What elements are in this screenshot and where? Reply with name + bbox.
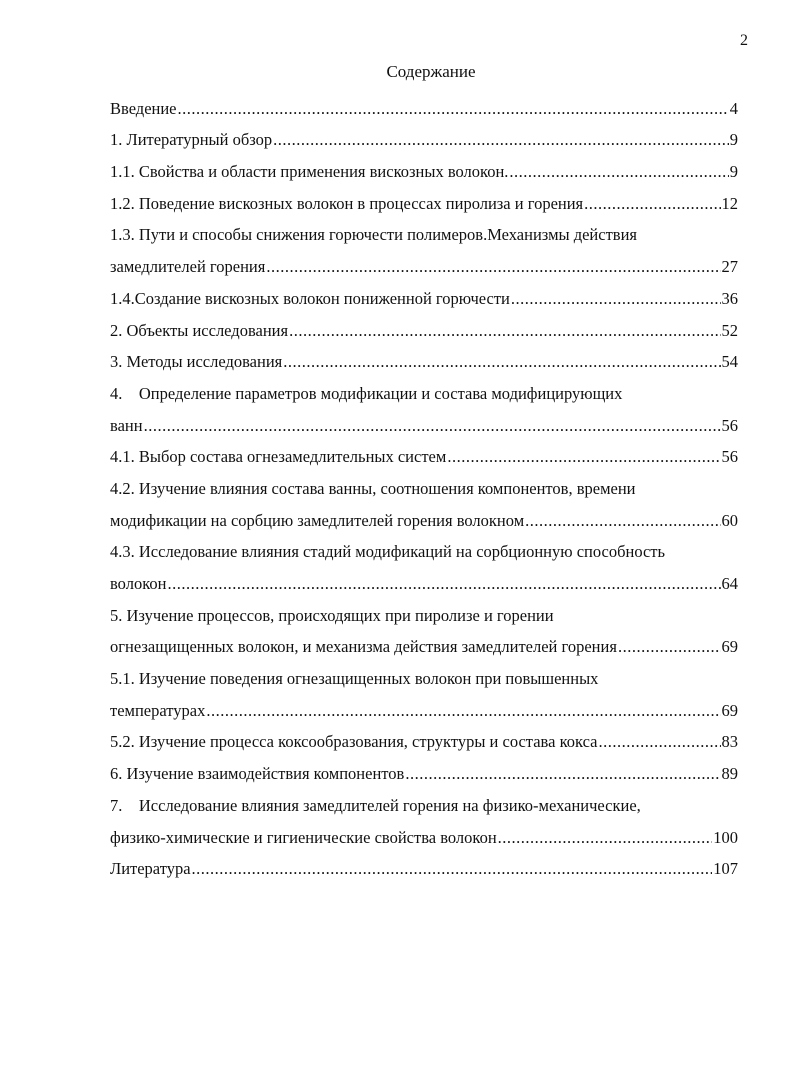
toc-entry-continued[interactable] <box>110 784 738 816</box>
toc-leader-dots <box>289 321 720 341</box>
toc-entry-text: 4.3. Исследование влияния стадий модификаций на сорбционную способность <box>110 542 666 562</box>
toc-entry[interactable] <box>110 816 738 848</box>
toc-entry-text: 5.2. Изучение процесса коксообразования, структуры и состава кокса <box>110 732 598 752</box>
toc-leader-dots <box>525 511 720 531</box>
toc-entry-continued[interactable] <box>110 531 738 563</box>
toc-entry[interactable] <box>110 245 738 277</box>
toc-entry[interactable] <box>110 752 738 784</box>
toc-entry-text: 6. Изучение взаимодействия компонентов <box>110 764 405 784</box>
toc-entry[interactable] <box>110 626 738 658</box>
toc-entry-text: 5.1. Изучение поведения огнезащищенных волокон при повышенных <box>110 669 599 689</box>
toc-entry-text: 1.3. Пути и способы снижения горючести полимеров.Механизмы действия <box>110 225 638 245</box>
page-number: 2 <box>740 32 748 49</box>
toc-entry-page: 60 <box>721 510 738 530</box>
toc-entry[interactable] <box>110 404 738 436</box>
toc-entry-text: 5. Изучение процессов, происходящих при пиролизе и горении <box>110 605 554 625</box>
toc-entry-text: 2. Объекты исследования <box>110 320 289 340</box>
toc-leader-dots <box>144 416 721 436</box>
toc-entry-text: замедлителей горения <box>110 257 266 277</box>
toc-entry[interactable] <box>110 150 738 182</box>
toc-entry-page: 36 <box>721 288 738 308</box>
toc-leader-dots <box>447 447 720 467</box>
toc-entry-text: температурах <box>110 700 206 720</box>
page-title: Содержание <box>386 62 476 81</box>
toc-entry-continued[interactable] <box>110 467 738 499</box>
toc-entry-page: 12 <box>721 193 738 213</box>
toc-leader-dots <box>584 194 720 214</box>
toc-leader-dots <box>618 637 721 657</box>
toc-leader-dots <box>266 257 720 277</box>
toc-entry[interactable] <box>110 848 738 880</box>
toc-entry-text: огнезащищенных волокон, и механизма действия замедлителей горения <box>110 637 617 657</box>
table-of-contents <box>110 87 738 879</box>
toc-entry[interactable] <box>110 341 738 373</box>
toc-entry-page: 54 <box>721 352 738 372</box>
toc-leader-dots <box>192 859 713 879</box>
toc-entry-page: 4 <box>729 98 738 118</box>
toc-leader-dots <box>273 130 729 150</box>
toc-entry-text: 4.2. Изучение влияния состава ванны, соотношения компонентов, времени <box>110 478 636 498</box>
toc-entry[interactable] <box>110 87 738 119</box>
toc-entry-page: 69 <box>721 637 738 657</box>
toc-entry-page: 107 <box>713 859 738 879</box>
toc-entry[interactable] <box>110 182 738 214</box>
toc-entry-text: волокон <box>110 574 167 593</box>
toc-entry-page: 27 <box>721 257 738 277</box>
toc-entry-continued[interactable] <box>110 657 738 689</box>
toc-leader-dots <box>283 352 720 372</box>
toc-entry[interactable] <box>110 499 738 531</box>
toc-leader-dots <box>509 162 728 182</box>
toc-entry-text: модификации на сорбцию замедлителей горения волокном <box>110 510 525 530</box>
toc-leader-dots <box>206 701 720 721</box>
toc-entry[interactable] <box>110 689 738 721</box>
toc-entry-text: Введение <box>110 98 177 118</box>
toc-entry-text: 4.1. Выбор состава огнезамедлительных систем <box>110 447 447 467</box>
toc-entry-text: 1. Литературный обзор <box>110 130 273 150</box>
toc-entry[interactable] <box>110 436 738 468</box>
toc-entry-page: 83 <box>721 732 738 752</box>
toc-entry[interactable] <box>110 277 738 309</box>
toc-entry-text: 7. Исследование влияния замедлителей горения на физико-механические, <box>110 795 641 815</box>
toc-entry-text: 3. Методы исследования <box>110 352 283 372</box>
toc-entry-page: 64 <box>721 574 738 593</box>
toc-entry-page: 56 <box>721 447 738 467</box>
toc-entry-text: 1.1. Свойства и области применения вискозных волокон. <box>110 162 509 182</box>
toc-leader-dots <box>178 99 729 119</box>
toc-entry-page: 89 <box>721 764 738 784</box>
toc-entry-page: 9 <box>729 162 738 182</box>
toc-entry-continued[interactable] <box>110 372 738 404</box>
toc-entry[interactable] <box>110 562 738 594</box>
toc-entry-page: 69 <box>721 700 738 720</box>
toc-leader-dots <box>511 289 721 309</box>
toc-entry-text: Литература <box>110 859 191 879</box>
toc-entry-text: 4. Определение параметров модификации и состава модифицирующих <box>110 383 623 403</box>
toc-entry-text: 1.4.Создание вискозных волокон пониженной горючести <box>110 288 510 308</box>
toc-leader-dots <box>167 574 720 594</box>
toc-entry[interactable] <box>110 119 738 151</box>
toc-leader-dots <box>405 764 720 784</box>
toc-entry-continued[interactable] <box>110 214 738 246</box>
toc-entry-page: 56 <box>721 415 738 435</box>
toc-entry[interactable] <box>110 309 738 341</box>
toc-leader-dots <box>498 828 713 848</box>
toc-entry-text: ванн <box>110 415 143 435</box>
toc-entry-continued[interactable] <box>110 594 738 626</box>
toc-entry-text: 1.2. Поведение вискозных волокон в процессах пиролиза и горения <box>110 193 584 213</box>
toc-entry-text: физико-химические и гигиенические свойства волокон <box>110 827 497 847</box>
toc-entry[interactable] <box>110 721 738 753</box>
toc-leader-dots <box>598 732 720 752</box>
toc-entry-page: 9 <box>729 130 738 150</box>
toc-entry-page: 100 <box>713 827 738 847</box>
toc-entry-page: 52 <box>721 320 738 340</box>
